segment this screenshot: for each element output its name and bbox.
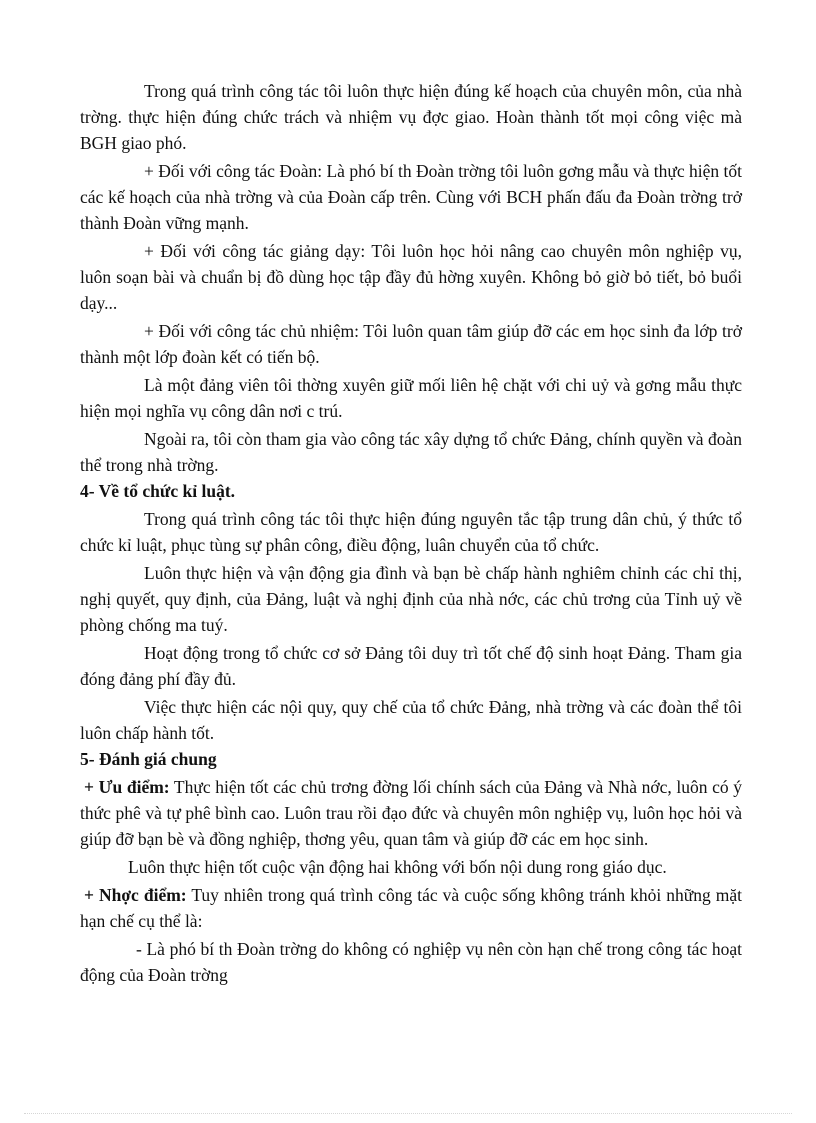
paragraph-party-member: Là một đảng viên tôi thờng xuyên giữ mối liên hệ chặt với chi uỷ và gơng mẫu thực hiện mọi nghĩa vụ công dân nơi c trú.: [80, 375, 742, 421]
strengths-text: Thực hiện tốt các chủ trơng đờng lối chính sách của Đảng và Nhà nớc, luôn có ý thức phê và tự phê bình cao. Luôn trau rồi đạo đức và chuyên môn nghiệp vụ, luôn học hỏi và giúp đỡ bạn bè và đồng nghiệp, thơng yêu, quan tâm và giúp đỡ các em học sinh.: [80, 777, 742, 849]
paragraph-campaign: Luôn thực hiện tốt cuộc vận động hai không với bốn nội dung rong giáo dục.: [128, 857, 667, 877]
document-body: [80, 78, 742, 988]
section-heading-discipline: 4- Về tổ chức kỉ luật.: [80, 481, 236, 501]
paragraph-democratic-centralism: Trong quá trình công tác tôi thực hiện đúng nguyên tắc tập trung dân chủ, ý thức tổ chức kỉ luật, phục tùng sự phân công, điều động, luân chuyển của tổ chức.: [80, 509, 742, 555]
paragraph-weakness-detail: - Là phó bí th Đoàn trờng do không có nghiệp vụ nên còn hạn chế trong công tác hoạt động của Đoàn trờng: [80, 939, 742, 985]
strengths-label: + Ưu điểm:: [84, 777, 170, 797]
paragraph-party-activities: Hoạt động trong tổ chức cơ sở Đảng tôi duy trì tốt chế độ sinh hoạt Đảng. Tham gia đóng đảng phí đầy đủ.: [80, 643, 742, 689]
paragraph-law-compliance: Luôn thực hiện và vận động gia đình và bạn bè chấp hành nghiêm chỉnh các chỉ thị, nghị quyết, quy định, của Đảng, luật và nghị định của nhà nớc, các chủ trơng của Tỉnh uỷ về phòng chống ma tuý.: [80, 563, 742, 635]
weaknesses-label: + Nhợc điểm:: [84, 885, 187, 905]
page-bottom-divider: [24, 1113, 792, 1114]
paragraph-organization-building: Ngoài ra, tôi còn tham gia vào công tác xây dựng tổ chức Đảng, chính quyền và đoàn thể trong nhà trờng.: [80, 429, 742, 475]
weaknesses-text: Tuy nhiên trong quá trình công tác và cuộc sống không tránh khỏi những mặt hạn chế cụ thể là:: [80, 885, 742, 931]
paragraph-weaknesses: [80, 882, 742, 934]
paragraph-strengths: [80, 774, 742, 852]
paragraph-homeroom: + Đối với công tác chủ nhiệm: Tôi luôn quan tâm giúp đỡ các em học sinh đa lớp trở thành một lớp đoàn kết có tiến bộ.: [80, 321, 742, 367]
paragraph-regulations: Việc thực hiện các nội quy, quy chế của tổ chức Đảng, nhà trờng và các đoàn thể tôi luôn chấp hành tốt.: [80, 697, 742, 743]
paragraph-teaching: + Đối với công tác giảng dạy: Tôi luôn học hỏi nâng cao chuyên môn nghiệp vụ, luôn soạn bài và chuẩn bị đồ dùng học tập đầy đủ hờng xuyên. Không bỏ giờ bỏ tiết, bỏ buổi dạy...: [80, 241, 742, 313]
paragraph-work-plan: Trong quá trình công tác tôi luôn thực hiện đúng kế hoạch của chuyên môn, của nhà trờng. thực hiện đúng chức trách và nhiệm vụ đợc giao. Hoàn thành tốt mọi công việc mà BGH giao phó.: [80, 81, 742, 153]
paragraph-youth-union: + Đối với công tác Đoàn: Là phó bí th Đoàn trờng tôi luôn gơng mẫu và thực hiện tốt các kế hoạch của nhà trờng và của Đoàn cấp trên. Cùng với BCH phấn đấu đa Đoàn trờng trở thành Đoàn vững mạnh.: [80, 161, 742, 233]
section-heading-general-evaluation: 5- Đánh giá chung: [80, 749, 217, 769]
